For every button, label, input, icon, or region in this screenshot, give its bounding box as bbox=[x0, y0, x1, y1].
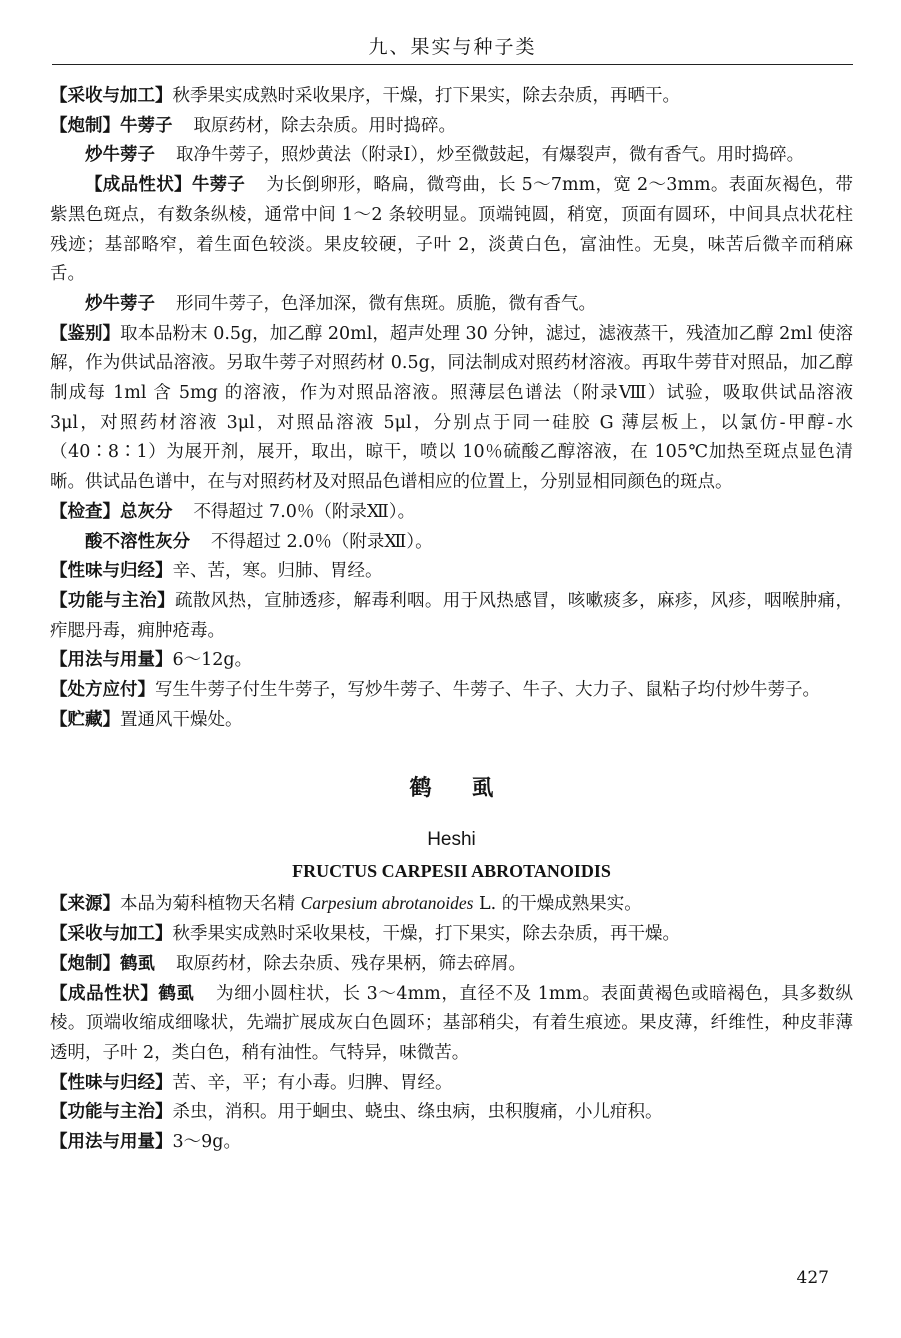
function-label-2: 【功能与主治】 bbox=[50, 1102, 173, 1123]
monograph-title-latin: FRUCTUS CARPESII ABROTANOIDIS bbox=[292, 861, 611, 882]
product-label-2: 【成品性状】 bbox=[50, 983, 159, 1004]
processing-paragraph bbox=[50, 112, 853, 142]
taste-paragraph bbox=[50, 557, 853, 587]
identify-paragraph bbox=[50, 320, 853, 498]
processing-text-2: 取原药材，除去杂质、残存果柄，筛去碎屑。 bbox=[176, 953, 526, 974]
harvest-label: 【采收与加工】 bbox=[50, 86, 173, 106]
product-label: 【成品性状】 bbox=[85, 175, 192, 196]
product-name: 牛蒡子 bbox=[191, 175, 246, 196]
prescription-paragraph bbox=[50, 676, 853, 706]
taste-text-2: 苦、辛，平；有小毒。归脾、胃经。 bbox=[172, 1072, 453, 1093]
source-latin-name: Carpesium abrotanoides bbox=[300, 893, 474, 914]
acid-ash-name: 酸不溶性灰分 bbox=[85, 531, 190, 552]
monograph-title-block bbox=[50, 767, 853, 887]
page-number: 427 bbox=[796, 1268, 829, 1288]
source-paragraph bbox=[50, 889, 853, 920]
source-text-post: L. 的干燥成熟果实。 bbox=[473, 894, 642, 915]
identify-text: 取本品粉末 0.5g，加乙醇 20ml，超声处理 30 分钟，滤过，滤液蒸干，残渣加乙醇 2ml 使溶解，作为供试品溶液。另取牛蒡子对照药材 0.5g，同法制成对照药材溶液。再取牛蒡苷对照品，加乙醇制成每 1ml 含 5mg 的溶液，作为对照品溶液。照薄层色谱法（附录Ⅷ）试验，吸取供试品溶液 3μl，对照药材溶液 3μl，对照品溶液 5μl，分别点于同一硅胶 G 薄层板上，以氯仿-甲醇-水（40∶8∶1）为展开剂，展开，取出，晾干，喷以 10％硫酸乙醇溶液，在 105℃加热至斑点显色清晰。供试品色谱中，在与对照药材及对照品色谱相应的位置上，分别显相同颜色的斑点。 bbox=[50, 323, 854, 493]
storage-paragraph bbox=[50, 706, 853, 736]
ash-name: 总灰分 bbox=[120, 501, 173, 522]
dosage-label: 【用法与用量】 bbox=[50, 650, 173, 671]
page-content bbox=[50, 82, 853, 1158]
acid-ash-text: 不得超过 2.0％（附录Ⅻ）。 bbox=[211, 531, 433, 552]
fried-processing-paragraph bbox=[50, 141, 853, 171]
chapter-title: 九、果实与种子类 bbox=[368, 36, 537, 58]
check-label: 【检查】 bbox=[50, 501, 120, 522]
taste-label: 【性味与归经】 bbox=[50, 561, 173, 582]
dosage-text-2: 3～9g。 bbox=[172, 1132, 241, 1153]
taste-paragraph-2 bbox=[50, 1069, 853, 1099]
processing-text: 取原药材，除去杂质。用时捣碎。 bbox=[193, 115, 456, 136]
harvest-label-2: 【采收与加工】 bbox=[50, 924, 173, 945]
processing-name: 牛蒡子 bbox=[120, 115, 173, 136]
prescription-label: 【处方应付】 bbox=[50, 680, 155, 701]
dosage-paragraph bbox=[50, 646, 853, 676]
harvest-text-2: 秋季果实成熟时采收果枝，干燥，打下果实，除去杂质，再干燥。 bbox=[172, 924, 680, 945]
fried-text: 取净牛蒡子，照炒黄法（附录Ⅰ），炒至微鼓起，有爆裂声，微有香气。用时捣碎。 bbox=[176, 145, 805, 166]
processing-paragraph-2 bbox=[50, 950, 853, 980]
running-header bbox=[52, 28, 853, 65]
processing-name-2: 鹤虱 bbox=[120, 953, 155, 974]
processing-label: 【炮制】 bbox=[50, 115, 120, 136]
identify-label: 【鉴别】 bbox=[50, 323, 121, 344]
fried-name: 炒牛蒡子 bbox=[85, 145, 155, 166]
product-paragraph-2 bbox=[50, 980, 853, 1069]
product-text: 为长倒卵形，略扁，微弯曲，长 5～7mm，宽 2～3mm。表面灰褐色，带紫黑色斑点，有数条纵棱，通常中间 1～2 条较明显。顶端钝圆，稍宽，顶面有圆环，中间具点状花柱残迹；基部略窄，着生面色较淡。果皮较硬，子叶 2，淡黄白色，富油性。无臭，味苦后微辛而稍麻舌。 bbox=[50, 175, 854, 285]
check-paragraph bbox=[50, 498, 853, 528]
product-name-2: 鹤虱 bbox=[158, 983, 195, 1004]
function-paragraph-2 bbox=[50, 1098, 853, 1128]
dosage-paragraph-2 bbox=[50, 1128, 853, 1158]
harvest-paragraph bbox=[50, 82, 853, 112]
product-fried-paragraph bbox=[50, 290, 853, 320]
dosage-text: 6～12g。 bbox=[172, 650, 253, 671]
function-text: 疏散风热，宣肺透疹，解毒利咽。用于风热感冒，咳嗽痰多，麻疹，风疹，咽喉肿痛，痄腮丹毒，痈肿疮毒。 bbox=[50, 590, 853, 641]
storage-text: 置通风干燥处。 bbox=[120, 709, 243, 730]
monograph-title-chinese: 鹤虱 bbox=[409, 776, 534, 802]
acid-ash-paragraph bbox=[50, 528, 853, 558]
processing-label-2: 【炮制】 bbox=[50, 953, 120, 974]
source-label: 【来源】 bbox=[50, 894, 120, 915]
harvest-paragraph-2 bbox=[50, 920, 853, 950]
monograph-title-pinyin: Heshi bbox=[427, 829, 476, 851]
storage-label: 【贮藏】 bbox=[50, 709, 120, 730]
product-paragraph bbox=[50, 171, 853, 290]
taste-label-2: 【性味与归经】 bbox=[50, 1072, 173, 1093]
function-paragraph bbox=[50, 587, 853, 646]
dosage-label-2: 【用法与用量】 bbox=[50, 1132, 173, 1153]
function-label: 【功能与主治】 bbox=[50, 590, 175, 611]
product-fried-name: 炒牛蒡子 bbox=[85, 293, 155, 314]
ash-text: 不得超过 7.0％（附录Ⅻ）。 bbox=[193, 501, 416, 522]
taste-text: 辛、苦，寒。归肺、胃经。 bbox=[172, 561, 383, 582]
source-text-pre: 本品为菊科植物天名精 bbox=[120, 894, 301, 915]
product-fried-text: 形同牛蒡子，色泽加深，微有焦斑。质脆，微有香气。 bbox=[176, 293, 596, 314]
prescription-text: 写生牛蒡子付生牛蒡子，写炒牛蒡子、牛蒡子、牛子、大力子、鼠粘子均付炒牛蒡子。 bbox=[155, 680, 820, 701]
harvest-text: 秋季果实成熟时采收果序，干燥，打下果实，除去杂质，再晒干。 bbox=[172, 86, 680, 106]
function-text-2: 杀虫，消积。用于蛔虫、蛲虫、绦虫病，虫积腹痛，小儿疳积。 bbox=[172, 1102, 663, 1123]
product-text-2: 为细小圆柱状，长 3～4mm，直径不及 1mm。表面黄褐色或暗褐色，具多数纵棱。顶端收缩成细喙状，先端扩展成灰白色圆环；基部稍尖，有着生痕迹。果皮薄，纤维性，种皮菲薄透明，子叶 2，类白色，稍有油性。气特异，味微苦。 bbox=[50, 983, 854, 1063]
